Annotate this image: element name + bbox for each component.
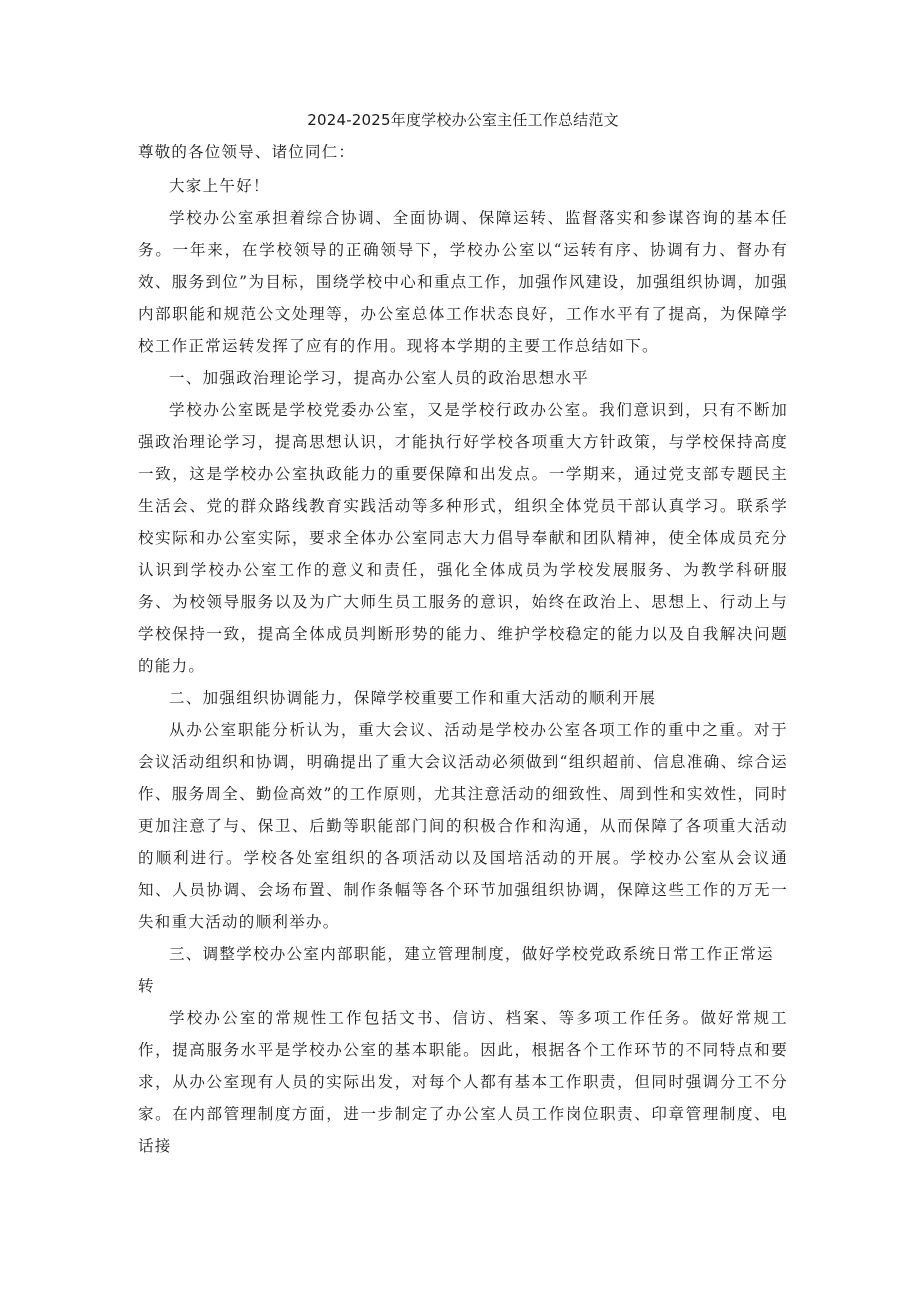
document-page [138, 110, 788, 1162]
section-body-1: 学校办公室既是学校党委办公室，又是学校行政办公室。我们意识到，只有不断加强政治理论学习，提高思想认识，才能执行好学校各项重大方针政策，与学校保持高度一致，这是学校办公室执政能力的重要保障和出发点。一学期来，通过党支部专题民主生活会、党的群众路线教育实践活动等多种形式，组织全体党员干部认真学习。联系学校实际和办公室实际，要求全体办公室同志大力倡导奉献和团队精神，使全体成员充分认识到学校办公室工作的意义和责任，强化全体成员为学校发展服务、为教学科研服务、为校领导服务以及为广大师生员工服务的意识，始终在政治上、思想上、行动上与学校保持一致，提高全体成员判断形势的能力、维护学校稳定的能力以及自我解决问题的能力。 [138, 401, 788, 675]
section-body-3: 学校办公室的常规性工作包括文书、信访、档案、等多项工作任务。做好常规工作，提高服务水平是学校办公室的基本职能。因此，根据各个工作环节的不同特点和要求，从办公室现有人员的实际出发，对每个人都有基本工作职责，但同时强调分工不分家。在内部管理制度方面，进一步制定了办公室人员工作岗位职责、印章管理制度、电话接 [138, 1009, 788, 1155]
section-heading-2: 二、加强组织协调能力，保障学校重要工作和重大活动的顺利开展 [169, 689, 657, 707]
section-heading-3: 三、调整学校办公室内部职能，建立管理制度，做好学校党政系统日常工作正常运转 [138, 945, 774, 995]
greeting: 大家上午好！ [169, 177, 270, 195]
section-body-2: 从办公室职能分析认为，重大会议、活动是学校办公室各项工作的重中之重。对于会议活动组织和协调，明确提出了重大会议活动必须做到“组织超前、信息准确、综合运作、服务周全、勤俭高效”的工作原则，尤其注意活动的细致性、周到性和实效性，同时更加注意了与、保卫、后勤等职能部门间的积极合作和沟通，从而保障了各项重大活动的顺利进行。学校各处室组织的各项活动以及国培活动的开展。学校办公室从会议通知、人员协调、会场布置、制作条幅等各个环节加强组织协调，保障这些工作的万无一失和重大活动的顺利举办。 [138, 721, 788, 931]
document-title: 2024-2025年度学校办公室主任工作总结范文 [307, 111, 619, 129]
intro-paragraph: 学校办公室承担着综合协调、全面协调、保障运转、监督落实和参谋咨询的基本任务。一年来，在学校领导的正确领导下，学校办公室以“运转有序、协调有力、督办有效、服务到位”为目标，围绕学校中心和重点工作，加强作风建设，加强组织协调，加强内部职能和规范公文处理等，办公室总体工作状态良好，工作水平有了提高，为保障学校工作正常运转发挥了应有的作用。现将本学期的主要工作总结如下。 [138, 209, 788, 355]
salutation: 尊敬的各位领导、诸位同仁： [138, 143, 356, 161]
section-heading-1: 一、加强政治理论学习，提高办公室人员的政治思想水平 [169, 369, 590, 387]
